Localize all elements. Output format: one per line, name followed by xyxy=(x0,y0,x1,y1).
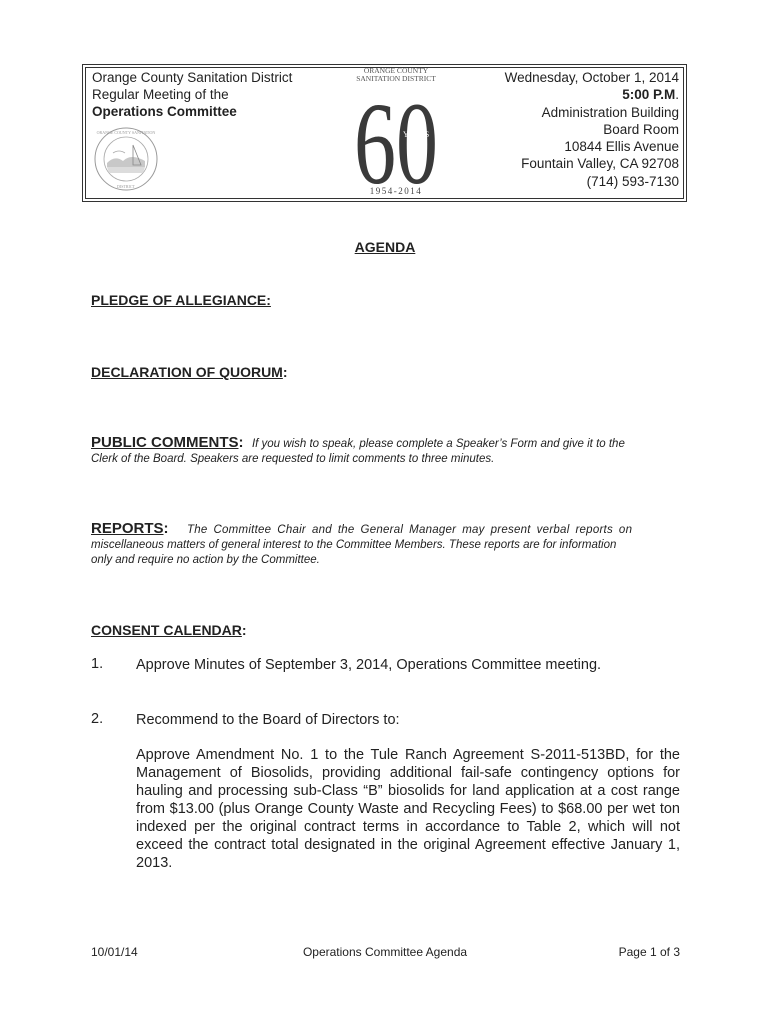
reports-section: REPORTS: The Committee Chair and the General Manager may present verbal reports on miscellaneous matters of general interest to the Committee Members. These reports are for information only and require no action by the Committee. xyxy=(91,520,633,566)
reports-text: The Committee Chair and the General Manager may present verbal reports on xyxy=(186,524,633,536)
address-line: Board Room xyxy=(603,121,679,137)
sixty-years-logo-icon xyxy=(351,67,441,199)
quorum-heading: DECLARATION OF QUORUM: xyxy=(91,364,288,380)
reports-heading: REPORTS xyxy=(91,520,164,537)
footer-title: Operations Committee Agenda xyxy=(302,945,468,959)
consent-calendar-heading: CONSENT CALENDAR: xyxy=(91,622,247,638)
address-line: 10844 Ellis Avenue xyxy=(564,139,679,155)
meeting-type: Regular Meeting of the xyxy=(92,87,229,102)
header-box xyxy=(82,64,687,202)
phone-number: (714) 593-7130 xyxy=(586,173,679,189)
public-comments-section: PUBLIC COMMENTS: If you wish to speak, please complete a Speaker’s Form and give it to the Clerk of the Board. Speakers are requested to limit comments to three minutes. xyxy=(91,434,625,465)
logo-number: 60 xyxy=(354,83,438,185)
logo-top-line-1: ORANGE COUNTY xyxy=(363,66,429,75)
item-number: 1. xyxy=(91,656,104,672)
item-number: 2. xyxy=(91,711,104,727)
item-text: Approve Minutes of September 3, 2014, Operations Committee meeting. xyxy=(136,657,602,673)
header-left xyxy=(92,69,292,120)
address-line: Administration Building xyxy=(541,104,679,120)
district-seal-icon xyxy=(93,125,159,198)
agenda-title: AGENDA xyxy=(354,239,416,255)
logo-year-span: 1954-2014 xyxy=(369,186,423,196)
logo-years-label: YEARS xyxy=(403,130,430,139)
meeting-time: 5:00 P.M. xyxy=(622,87,679,103)
pledge-heading: PLEDGE OF ALLEGIANCE: xyxy=(91,292,271,308)
footer-date: 10/01/14 xyxy=(91,945,138,959)
logo-top-line-2: SANITATION DISTRICT xyxy=(356,74,436,83)
item-text: Recommend to the Board of Directors to: xyxy=(136,712,400,728)
page-number: Page 1 of 3 xyxy=(618,945,680,959)
public-comments-text: If you wish to speak, please complete a Speaker’s Form and give it to the xyxy=(251,438,625,450)
svg-text:DISTRICT: DISTRICT xyxy=(117,184,135,189)
header-right xyxy=(505,69,679,190)
meeting-date: Wednesday, October 1, 2014 xyxy=(504,70,679,85)
item-detail: Approve Amendment No. 1 to the Tule Ranch Agreement S-2011-513BD, for the Management of Biosolids, providing additional fail-safe contingency options for hauling and processing sub-Class “B” biosolids for land application at a cost range from $13.00 (plus Orange County Waste and Recycling Fees) to $68.00 per wet ton indexed per the original contract terms in accordance to Table 2, which will not exceed the contract total designated in the original Agreement effective January 1, 2013. xyxy=(136,747,680,871)
svg-text:ORANGE COUNTY SANITATION: ORANGE COUNTY SANITATION xyxy=(96,130,156,135)
address-line: Fountain Valley, CA 92708 xyxy=(521,156,679,172)
district-name: Orange County Sanitation District xyxy=(92,70,293,85)
committee-name: Operations Committee xyxy=(92,104,237,119)
public-comments-heading: PUBLIC COMMENTS xyxy=(91,434,239,451)
